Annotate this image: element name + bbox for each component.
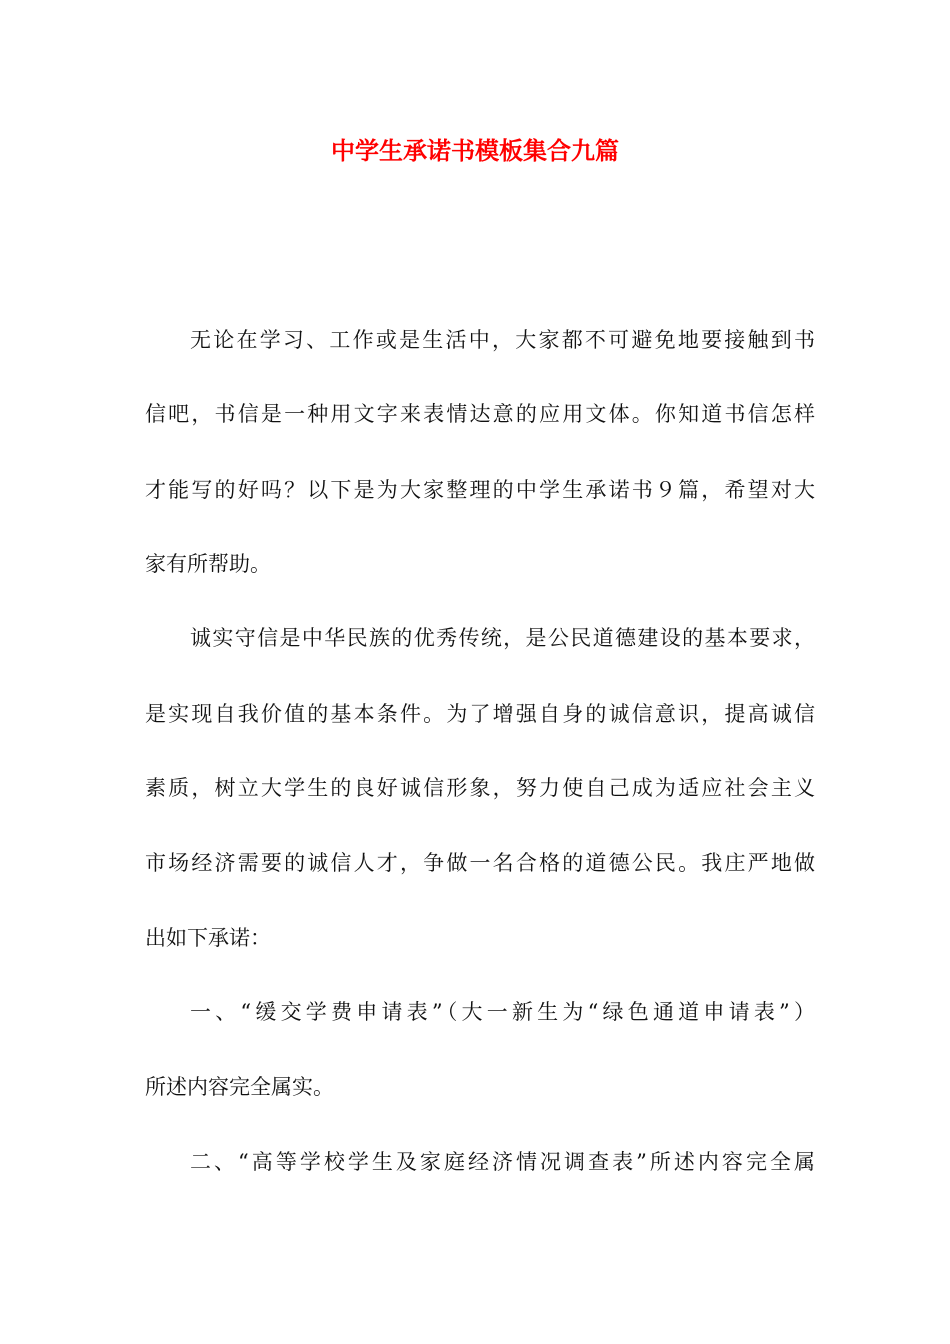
paragraph-line: 素质，树立大学生的良好诚信形象，努力使自己成为适应社会主义 bbox=[145, 776, 815, 800]
paragraph-line: 诚实守信是中华民族的优秀传统，是公民道德建设的基本要求， bbox=[190, 626, 815, 650]
paragraph-line: 所述内容完全属实。 bbox=[145, 1075, 334, 1099]
paragraph-line: 是实现自我价值的基本条件。为了增强自身的诚信意识，提高诚信 bbox=[145, 702, 815, 726]
paragraph-line: 信吧，书信是一种用文字来表情达意的应用文体。你知道书信怎样 bbox=[145, 402, 815, 426]
paragraph-line: 一、“缓交学费申请表”（大一新生为“绿色通道申请表”） bbox=[190, 1000, 815, 1024]
paragraph-line: 市场经济需要的诚信人才，争做一名合格的道德公民。我庄严地做 bbox=[145, 851, 815, 875]
document-title: 中学生承诺书模板集合九篇 bbox=[331, 136, 619, 165]
paragraph-line: 无论在学习、工作或是生活中，大家都不可避免地要接触到书 bbox=[190, 328, 815, 352]
paragraph-line: 二、“高等学校学生及家庭经济情况调查表”所述内容完全属 bbox=[190, 1150, 815, 1174]
paragraph-line: 家有所帮助。 bbox=[145, 552, 271, 576]
paragraph-line: 才能写的好吗？以下是为大家整理的中学生承诺书９篇，希望对大 bbox=[145, 478, 815, 502]
paragraph-line: 出如下承诺： bbox=[145, 926, 271, 950]
